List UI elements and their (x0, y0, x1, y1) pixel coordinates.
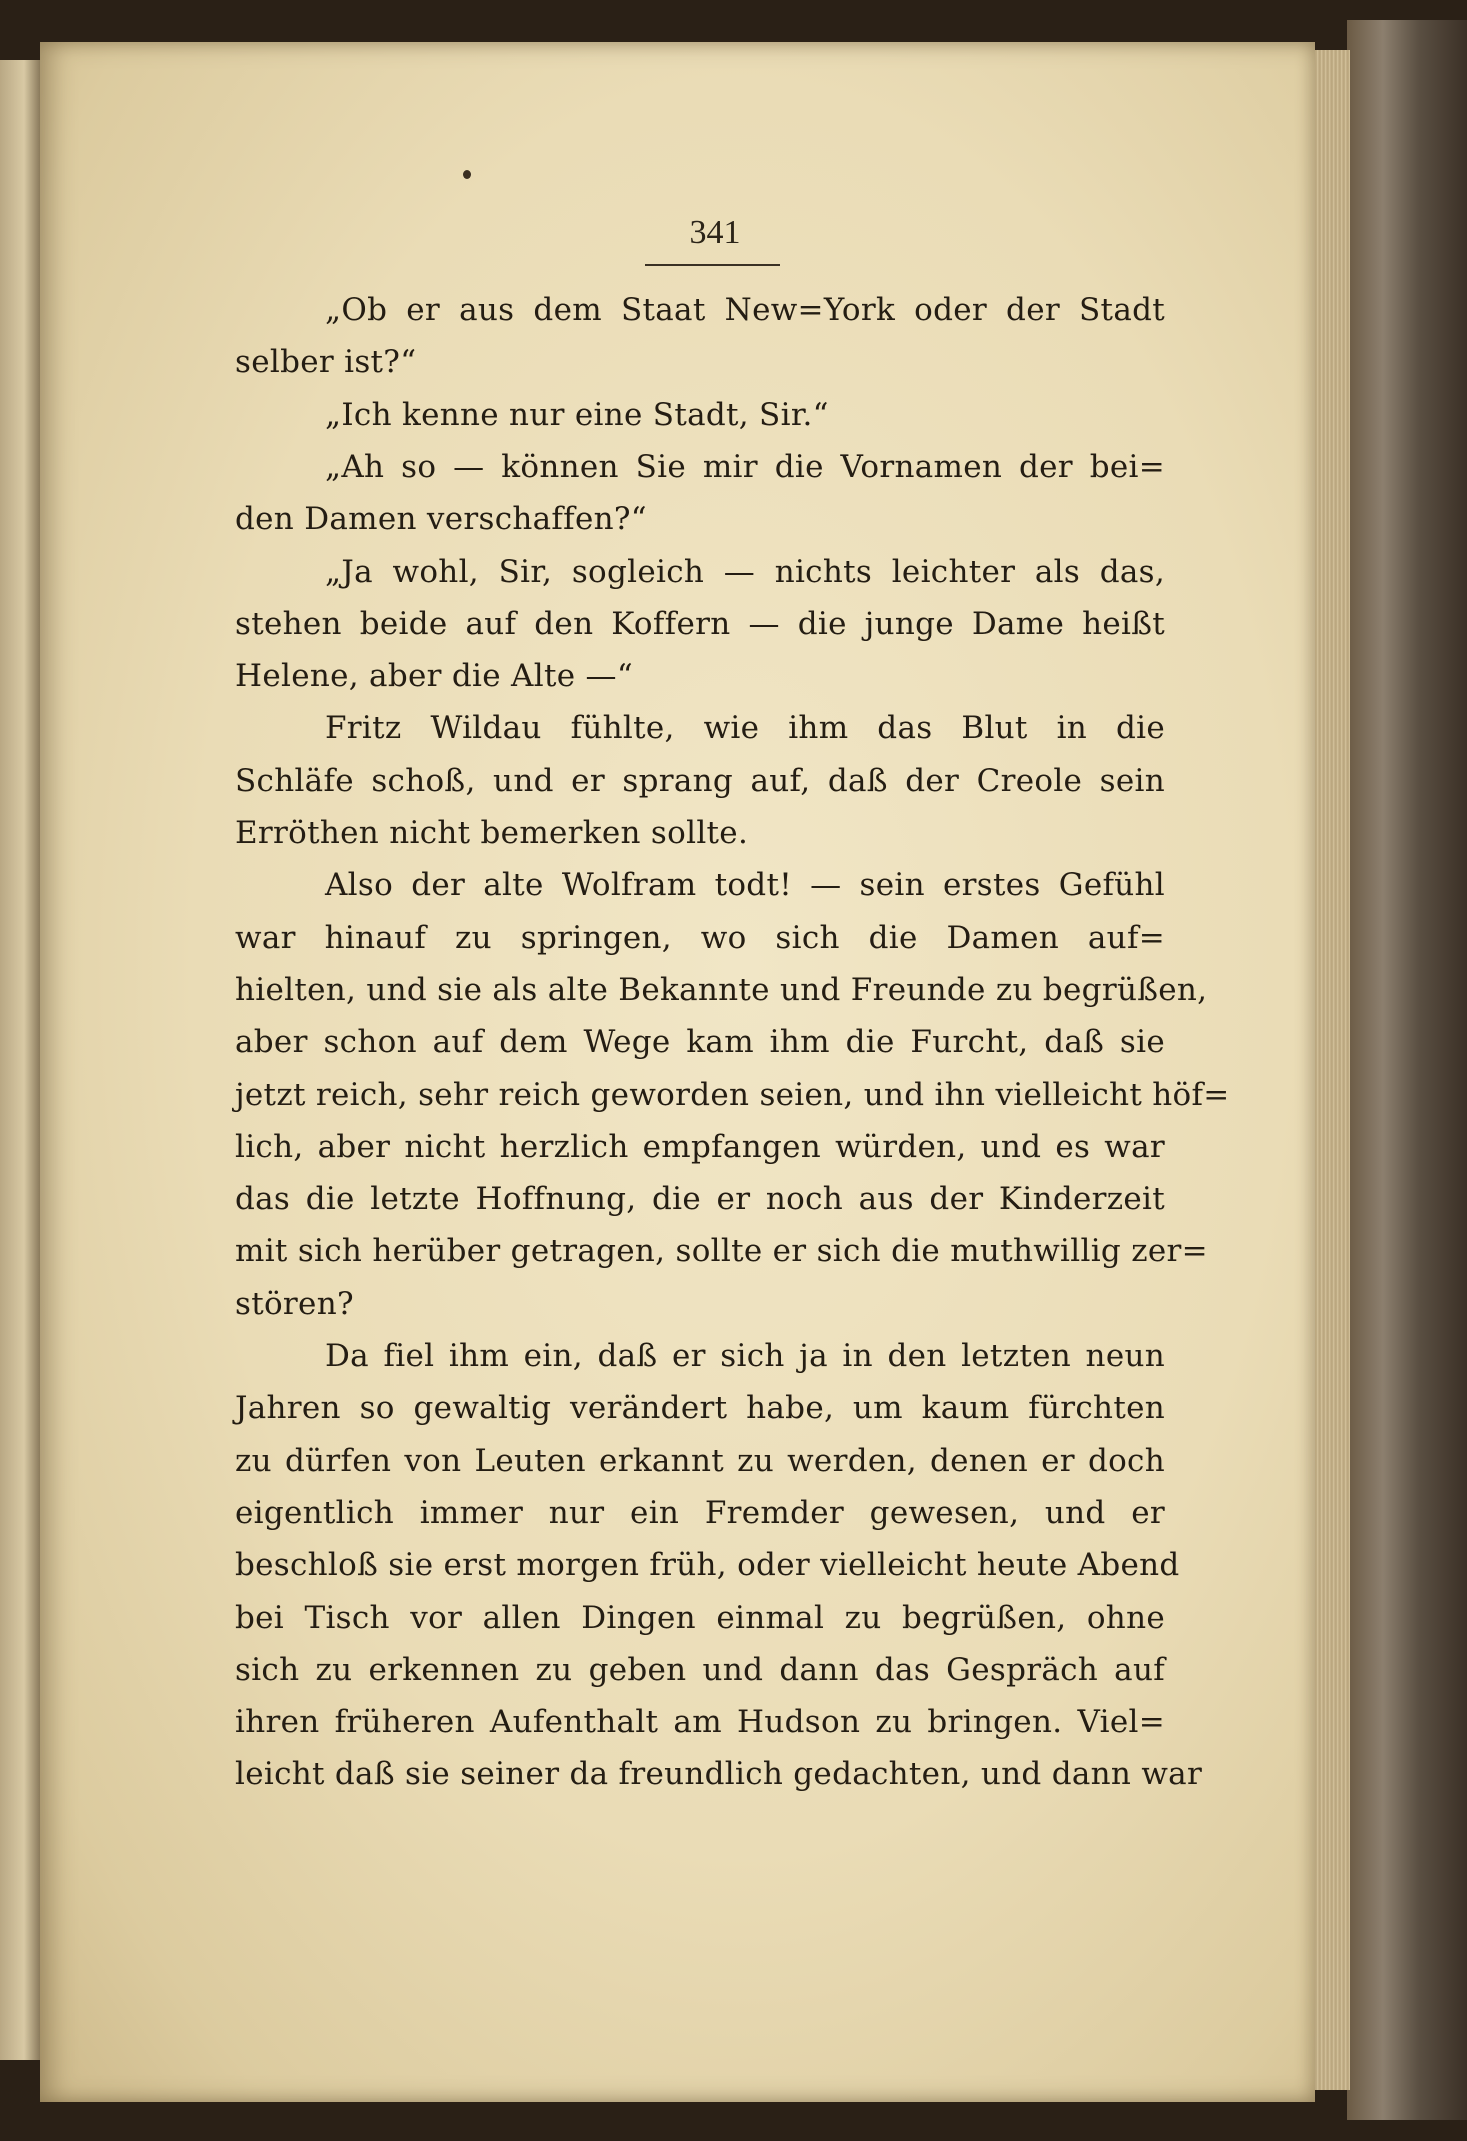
book-page (40, 42, 1315, 2102)
text-line: ihren früheren Aufenthalt am Hudson zu bringen. Viel= (235, 1704, 1165, 1741)
text-line: „Ob er aus dem Staat New=York oder der Stadt (325, 292, 1165, 328)
text-line: Schläfe schoß, und er sprang auf, daß der Creole sein (235, 762, 1165, 799)
text-line: stören? (235, 1285, 354, 1322)
book-cover-edge (1347, 20, 1467, 2120)
text-line: jetzt reich, sehr reich geworden seien, und ihn vielleicht höf= (235, 1076, 1230, 1113)
ink-speck (463, 170, 471, 179)
text-line: beschloß sie erst morgen früh, oder vielleicht heute Abend (235, 1547, 1180, 1584)
text-line: mit sich herüber getragen, sollte er sich die muthwillig zer= (235, 1233, 1208, 1270)
page-number: 341 (689, 214, 741, 251)
text-line: sich zu erkennen zu geben und dann das Gespräch auf (235, 1651, 1165, 1688)
text-line: leicht daß sie seiner da freundlich gedachten, und dann war (235, 1756, 1203, 1793)
text-line: Da fiel ihm ein, daß er sich ja in den letzten neun (325, 1338, 1165, 1374)
text-line: Helene, aber die Alte —“ (235, 658, 633, 695)
text-line: bei Tisch vor allen Dingen einmal zu begrüßen, ohne (235, 1599, 1165, 1636)
text-line: „Ja wohl, Sir, sogleich — nichts leichter als das, (325, 553, 1165, 590)
text-line: Erröthen nicht bemerken sollte. (235, 815, 749, 851)
text-line: war hinauf zu springen, wo sich die Damen auf= (235, 919, 1165, 956)
text-line: Fritz Wildau fühlte, wie ihm das Blut in die (325, 710, 1165, 747)
text-line: zu dürfen von Leuten erkannt zu werden, denen er doch (235, 1442, 1165, 1479)
text-line: den Damen verschaffen?“ (235, 501, 647, 538)
text-line: stehen beide auf den Koffern — die junge Dame heißt (235, 605, 1165, 642)
text-line: Jahren so gewaltig verändert habe, um kaum fürchten (235, 1390, 1165, 1427)
text-line: eigentlich immer nur ein Fremder gewesen, und er (235, 1494, 1165, 1531)
text-line: „Ah so — können Sie mir die Vornamen der bei= (325, 448, 1165, 485)
page-number-rule (645, 264, 780, 266)
text-line: selber ist?“ (235, 344, 417, 381)
text-line: das die letzte Hoffnung, die er noch aus der Kinderzeit (235, 1181, 1165, 1218)
text-line: „Ich kenne nur eine Stadt, Sir.“ (325, 396, 829, 433)
text-line: Also der alte Wolfram todt! — sein erstes Gefühl (325, 867, 1165, 904)
adjacent-page-edge (0, 60, 40, 2060)
text-line: hielten, und sie als alte Bekannte und Freunde zu begrüßen, (235, 971, 1208, 1008)
text-line: lich, aber nicht herzlich empfangen würden, und es war (235, 1128, 1165, 1165)
page-stack-edge (1310, 50, 1350, 2090)
text-line: aber schon auf dem Wege kam ihm die Furcht, daß sie (235, 1024, 1165, 1061)
